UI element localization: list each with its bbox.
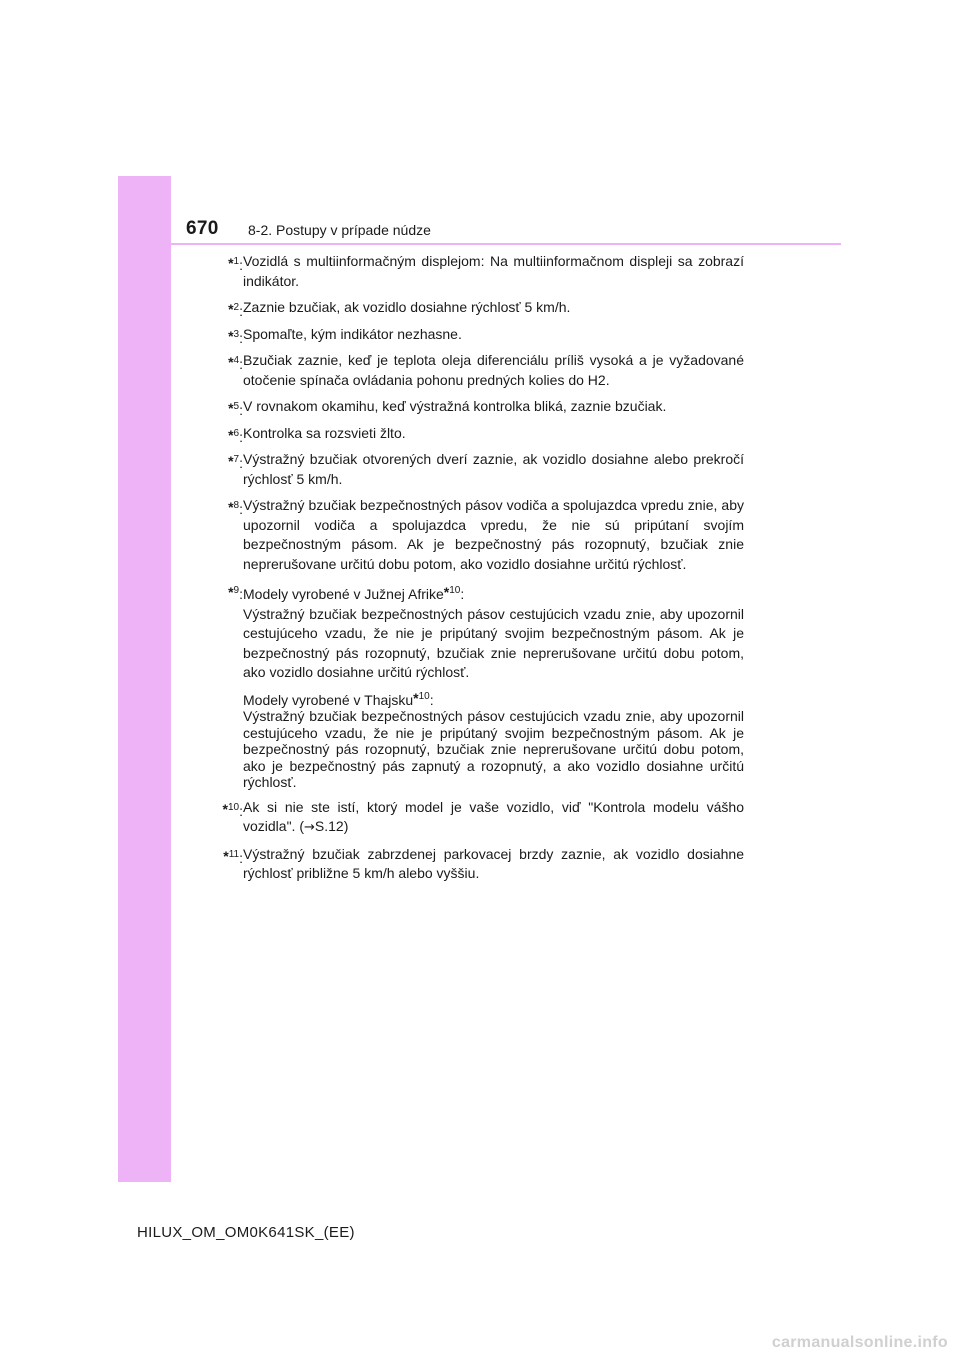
footnote-5: [208, 397, 744, 417]
footnote-text: Kontrolka sa rozsvieti žlto.: [243, 424, 406, 441]
header-rule: [171, 243, 841, 245]
footnote-text: V rovnakom okamihu, keď výstražná kontrolka bliká, zaznie bzučiak.: [243, 398, 667, 414]
footnote-label: *$^5$:: [228, 400, 243, 418]
page-number: 670: [186, 218, 219, 239]
footnote-text: Výstražný bzučiak otvorených dverí zaznie, ak vozidlo dosiahne alebo prekročí rýchlosť 5 km/h.: [243, 451, 744, 487]
page-ref-arrow-icon: →: [304, 820, 315, 835]
footnote-label: *$^{10}$:: [222, 800, 243, 819]
thai-models: Modely vyrobené v Thajsku*$^{10}$: Výstražný bzučiak bezpečnostných pásov cestujúcich vzadu znie, aby upozornil cestujúceho vzadu, že nie je pripútaný svojim bezpečnostným pásom. Ak je bezpečnostný pás rozopnutý, bzučiak znie neprerušovane určitú dobu potom, ako je bezpečnostný pás zapnutý a rozopnutý, a ako vozidlo dosiahne určitú rýchlosť.: [243, 689, 744, 790]
footnote-6: [208, 424, 744, 444]
footnote-label: *$^4$:: [228, 354, 243, 372]
footnote-label: *$^9$:: [228, 584, 243, 602]
footnote-label: *$^8$:: [228, 499, 243, 517]
footnote-ref-mark: *: [413, 689, 419, 706]
footnote-ref-num: 10: [449, 585, 461, 596]
section-title: 8-2. Postupy v prípade núdze: [248, 222, 431, 238]
africa-text: Výstražný bzučiak bezpečnostných pásov cestujúcich vzadu znie, aby upozornil cestujúceho vzadu, že nie je pripútaný svojim bezpečnostným pásom. Ak je bezpečnostný pás rozopnutý, bzučiak znie neprerušovane určitú dobu potom, ako vozidlo dosiahne určitú rýchlosť.: [243, 605, 744, 680]
side-tab: [118, 176, 171, 1182]
footnote-3: [208, 325, 744, 345]
footnote-9: [208, 581, 744, 791]
footnote-7: [208, 450, 744, 489]
footnote-ref-num: 10: [418, 690, 430, 702]
page-ref[interactable]: S.12): [314, 818, 349, 834]
footnote-1: [208, 252, 744, 291]
footnote-text: Výstražný bzučiak bezpečnostných pásov vodiča a spolujazdca vpredu znie, aby upozornil vodiča a spolujazdca vpredu, že nie sú pripútaní svojím bezpečnostným pásom. Ak je bezpečnostný pás rozopnutý, bzučiak znie neprerušovane určitú dobu potom, ako vozidlo dosiahne určitú rýchlosť.: [243, 497, 744, 572]
footnote-text: Výstražný bzučiak zabrzdenej parkovacej brzdy zaznie, ak vozidlo dosiahne rýchlosť približne 5 km/h alebo vyššiu.: [243, 845, 744, 881]
footnote-text: Vozidlá s multiinformačným displejom: Na multiinformačnom displeji sa zobrazí indikátor.: [243, 253, 744, 289]
africa-intro: Modely vyrobené v Južnej Afrike: [243, 586, 444, 602]
africa-models: Modely vyrobené v Južnej Afrike*$^{10}$: Výstražný bzučiak bezpečnostných pásov cestujúcich vzadu znie, aby upozornil cestujúceho vzadu, že nie je pripútaný svojim bezpečnostným pásom. Ak je bezpečnostný pás rozopnutý, bzučiak znie neprerušovane určitú dobu potom, ako vozidlo dosiahne určitú rýchlosť.: [243, 584, 744, 680]
footnote-text: Ak si nie ste istí, ktorý model je vaše vozidlo, viď "Kontrola modelu vášho vozidla". (: [243, 798, 744, 834]
footnote-label: *$^2$:: [228, 301, 243, 319]
footnote-4: [208, 351, 744, 390]
footnote-label: *$^1$:: [228, 255, 243, 273]
watermark: carmanualsonline.info: [771, 1334, 948, 1351]
thai-intro: Modely vyrobené v Thajsku: [243, 691, 414, 708]
thai-text: Výstražný bzučiak bezpečnostných pásov cestujúcich vzadu znie, aby upozornil cestujúceho vzadu, že nie je pripútaný svojim bezpečnostným pásom. Ak je bezpečnostný pás rozopnutý, bzučiak znie neprerušovane určitú dobu potom, ako je bezpečnostný pás zapnutý a rozopnutý, a ako vozidlo dosiahne určitú rýchlosť.: [243, 708, 744, 790]
footnote-label: *$^6$:: [228, 426, 243, 445]
footnote-8: [208, 496, 744, 574]
footnote-label: *$^3$:: [228, 327, 243, 346]
document-code: HILUX_OM_OM0K641SK_(EE): [137, 1224, 355, 1241]
footnote-label: *$^{11}$:: [223, 847, 243, 866]
footnote-11: [208, 845, 744, 884]
footnote-text: Bzučiak zaznie, keď je teplota oleja diferenciálu príliš vysoká a je vyžadované otočenie spínača ovládania pohonu predných kolies do H2.: [243, 352, 744, 388]
footnote-text: Spomaľte, kým indikátor nezhasne.: [243, 325, 462, 342]
footnote-ref-mark: *: [443, 584, 450, 600]
footnote-label: *$^7$:: [228, 453, 243, 471]
footnote-10: [208, 798, 744, 838]
footnotes-list: [208, 252, 744, 891]
footnote-text: Zaznie bzučiak, ak vozidlo dosiahne rýchlosť 5 km/h.: [243, 299, 571, 315]
footnote-2: [208, 298, 744, 318]
